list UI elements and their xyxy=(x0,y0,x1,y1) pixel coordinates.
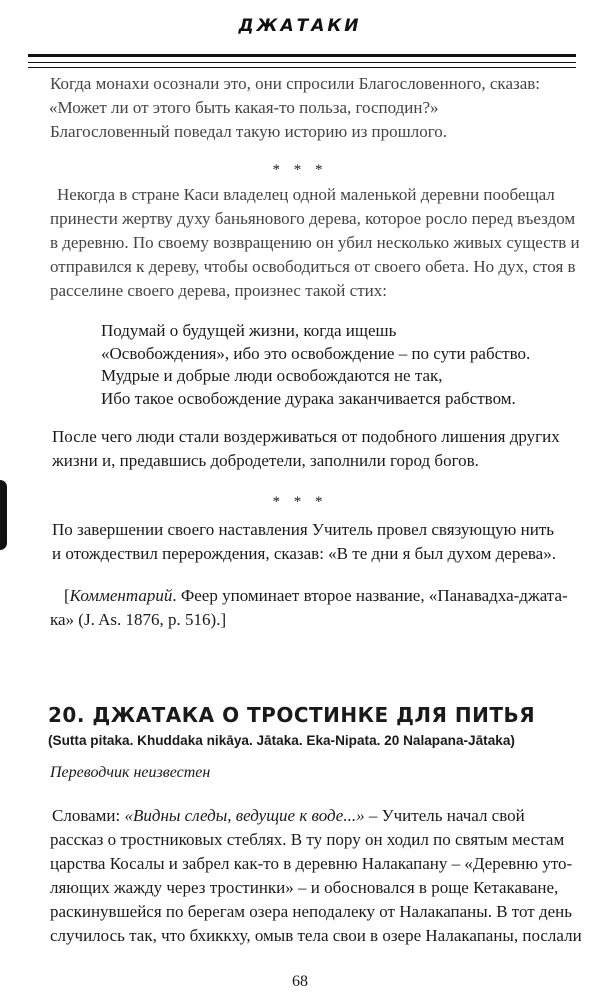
verse-line-1: Подумай о будущей жизни, когда ищешь xyxy=(101,321,397,340)
section-separator-2: * * * xyxy=(272,494,328,510)
conclusion-line-2: и отождествил перерождения, сказав: «В те дни я был духом дерева». xyxy=(52,544,556,563)
chapter-line-2: рассказ о тростниковых стеблях. В ту пору он ходил по святым местам xyxy=(50,830,565,849)
chapter-line-1 xyxy=(50,804,576,828)
header-rule-thin xyxy=(28,62,576,63)
chapter-subtitle: (Sutta pitaka. Khuddaka nikāya. Jātaka. Eka-Nipata. 20 Nalapana-Jātaka) xyxy=(48,733,515,748)
section-separator-1: * * * xyxy=(272,162,328,178)
story-paragraph xyxy=(50,183,580,303)
intro-line-1: Когда монахи осознали это, они спросили Благословенного, сказав: xyxy=(50,74,540,93)
conclusion-line-1: По завершении своего наставления Учитель провел связующую нить xyxy=(52,520,555,539)
header-rule-thin-2 xyxy=(28,67,576,68)
chapter-line-1-prefix: Словами: xyxy=(52,806,125,825)
intro-line-3: Благословенный поведал такую историю из прошлого. xyxy=(50,122,448,141)
chapter-line-1-rest: – Учитель начал свой xyxy=(364,806,525,825)
page-edge-mark xyxy=(0,480,7,550)
conclusion-paragraph xyxy=(50,518,576,566)
chapter-line-5: раскинувшейся по берегам озера неподалеку от Налакапаны. В тот день xyxy=(50,902,572,921)
chapter-paragraph xyxy=(50,804,582,948)
running-title: ДЖАТАКИ xyxy=(238,16,362,36)
story-line-2: принести жертву духу баньянового дерева, которое росло перед въездом xyxy=(50,209,576,228)
commentary-open-bracket: [ xyxy=(64,586,70,605)
chapter-line-4: ляющих жажду через тростинки» – и обосновался в роще Кетакаване, xyxy=(50,878,559,897)
story-line-5: расселине своего дерева, произнес такой стих: xyxy=(50,281,387,300)
commentary-line-1-rest: . Феер упоминает второе название, «Панавадха-джата- xyxy=(172,586,568,605)
story-line-1: Некогда в стране Каси владелец одной маленькой деревни пообещал xyxy=(57,185,555,204)
after-verse-paragraph xyxy=(50,425,576,473)
verse-line-3: Мудрые и добрые люди освобождаются не так, xyxy=(101,366,443,385)
translator-note: Переводчик неизвестен xyxy=(50,764,211,781)
chapter-line-6: случилось так, что бхиккху, омыв тела свои в озере Налакапаны, послали xyxy=(50,926,582,945)
after-verse-line-2: жизни и, предавшись добродетели, заполнили город богов. xyxy=(52,451,479,470)
header-rule-thick xyxy=(28,54,576,57)
story-line-3: в деревню. По своему возвращению он убил несколько живых существ и xyxy=(50,233,580,252)
commentary-label: Комментарий xyxy=(69,586,173,605)
commentary-line-1 xyxy=(50,584,576,608)
chapter-line-3: царства Косалы и забрел как-то в деревню Налакапану – «Деревню уто- xyxy=(50,854,573,873)
commentary-line-2: ка» (J. As. 1876, p. 516).] xyxy=(50,610,227,629)
commentary-paragraph xyxy=(50,584,576,632)
intro-paragraph xyxy=(50,72,576,144)
intro-line-2: «Может ли от этого быть какая-то польза, господин?» xyxy=(49,98,439,117)
verse-line-2: «Освобождения», ибо это освобождение – по сути рабство. xyxy=(101,343,531,363)
page-number: 68 xyxy=(292,973,308,990)
verse-block xyxy=(101,320,571,410)
chapter-title: 20. ДЖАТАКА О ТРОСТИНКЕ ДЛЯ ПИТЬЯ xyxy=(48,703,536,727)
after-verse-line-1: После чего люди стали воздерживаться от подобного лишения других xyxy=(52,427,560,446)
chapter-line-1-quote: «Видны следы, ведущие к воде...» xyxy=(124,806,365,825)
verse-line-4: Ибо такое освобождение дурака заканчивается рабством. xyxy=(101,388,516,408)
story-line-4: отправился к дереву, чтобы освободиться от своего обета. Но дух, стоя в xyxy=(50,257,576,276)
